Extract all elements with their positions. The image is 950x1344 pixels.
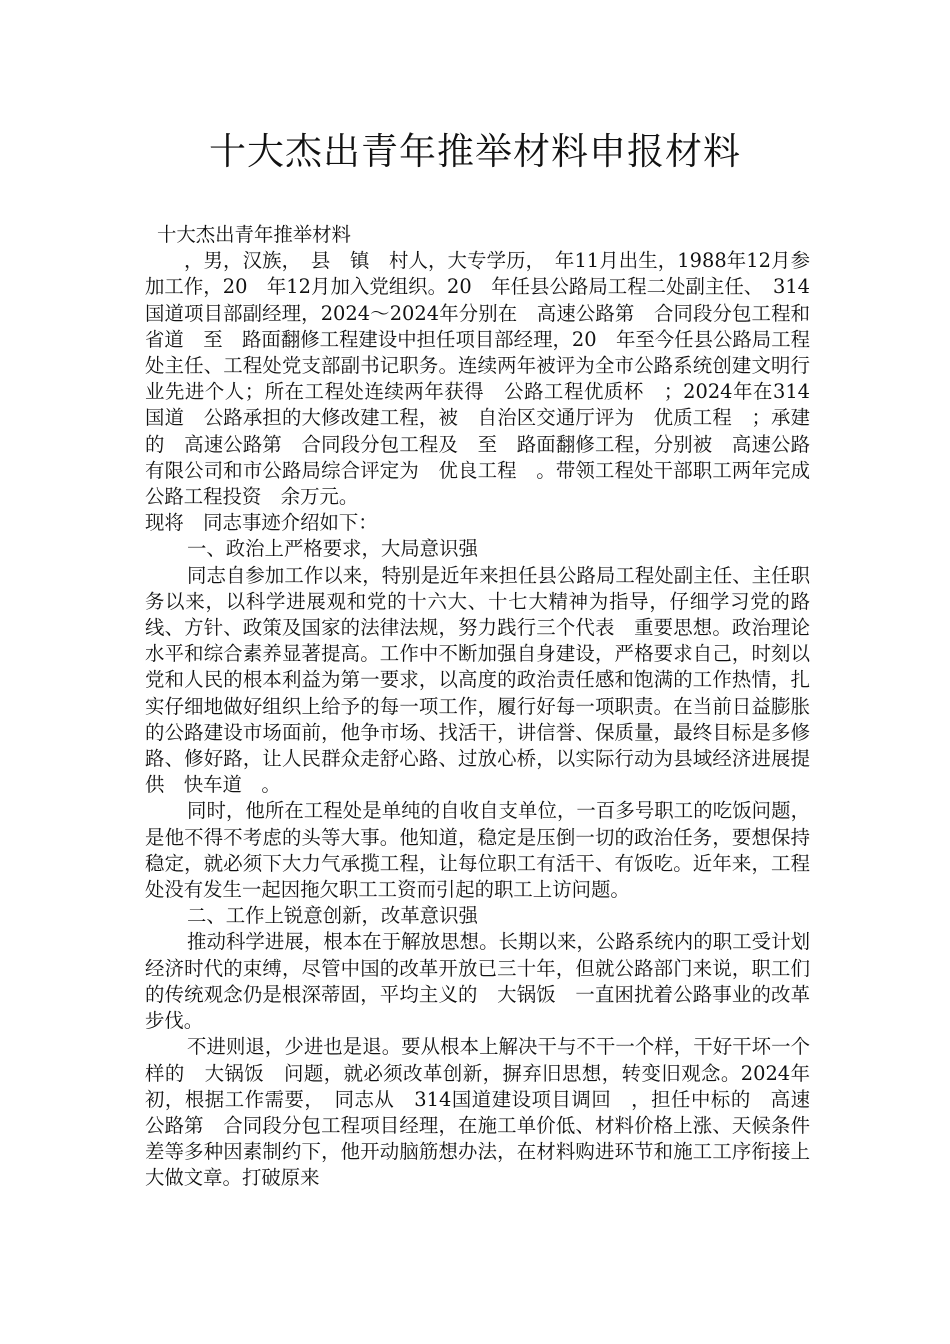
section-heading-1: 一、政治上严格要求，大局意识强 [187,537,478,561]
document-title: 十大杰出青年推举材料申报材料 [209,130,741,173]
paragraph-section1-a: 同志自参加工作以来，特别是近年来担任县公路局工程处副主任、主任职务以来，以科学进展观和党的十六大、十七大精神为指导，仔细学习党的路线、方针、政策及国家的法律法规，努力践行三个代表 重要思想。政治理论水平和综合素养显著提高。工作中不断加强自身建设，严格要求自己，时刻以党和人民的根本利益为第一要求，以高度的政治责任感和饱满的工作热情，扎实仔细地做好组织上给予的每一项工作，履行好每一项职责。在当前日益膨胀的公路建设市场面前，他争市场、找活干，讲信誉、保质量，最终目标是多修路、修好路，让人民群众走舒心路、过放心桥，以实际行动为县域经济进展提供 快车道 。 [145,563,810,797]
paragraph-subtitle: 十大杰出青年推举材料 [157,223,351,246]
paragraph-section1-b: 同时，他所在工程处是单纯的自收自支单位，一百多号职工的吃饭问题，是他不得不考虑的头等大事。他知道，稳定是压倒一切的政治任务，要想保持稳定，就必须下大力气承揽工程，让每位职工有活干、有饭吃。近年来，工程处没有发生一起因拖欠职工工资而引起的职工上访问题。 [145,799,810,902]
paragraph-lead-in: 现将 同志事迹介绍如下： [145,511,378,535]
section-heading-2: 二、工作上锐意创新，改革意识强 [187,904,478,928]
document-body [145,222,830,1192]
paragraph-section2-a: 推动科学进展，根本在于解放思想。长期以来，公路系统内的职工受计划经济时代的束缚，尽管中国的改革开放已三十年，但就公路部门来说，职工们的传统观念仍是根深蒂固，平均主义的 大锅饭 一直困扰着公路事业的改革步伐。 [145,930,810,1033]
paragraph-section2-b: 不进则退，少进也是退。要从根本上解决干与不干一个样，干好干坏一个样的 大锅饭 问题，就必须改革创新，摒弃旧思想，转变旧观念。2024年初，根据工作需要， 同志从 314国道建设项目调回 ，担任中标的 高速公路第 合同段分包工程项目经理，在施工单价低、材料价格上涨、天候条件差等多种因素制约下，他开动脑筋想办法，在材料购进环节和施工工序衔接上大做文章。打破原来 [145,1035,810,1190]
paragraph-intro: ，男，汉族， 县 镇 村人，大专学历， 年11月出生，1988年12月参加工作，20 年12月加入党组织。20 年任县公路局工程二处副主任、 314国道项目部副经理，2024～2024年分别在 高速公路第 合同段分包工程和 省道 至 路面翻修工程建设中担任项目部经理，20 年至今任县公路局工程处主任、工程处党支部副书记职务。连续两年被评为全市公路系统创建文明行业先进个人；所在工程处连续两年获得 公路工程优质杯 ；2024年在314国道 公路承担的大修改建工程，被 自治区交通厅评为 优质工程 ；承建的 高速公路第 合同段分包工程及 至 路面翻修工程，分别被 高速公路有限公司和市公路局综合评定为 优良工程 。带领工程处干部职工两年完成公路工程投资 余万元。 [145,249,830,509]
